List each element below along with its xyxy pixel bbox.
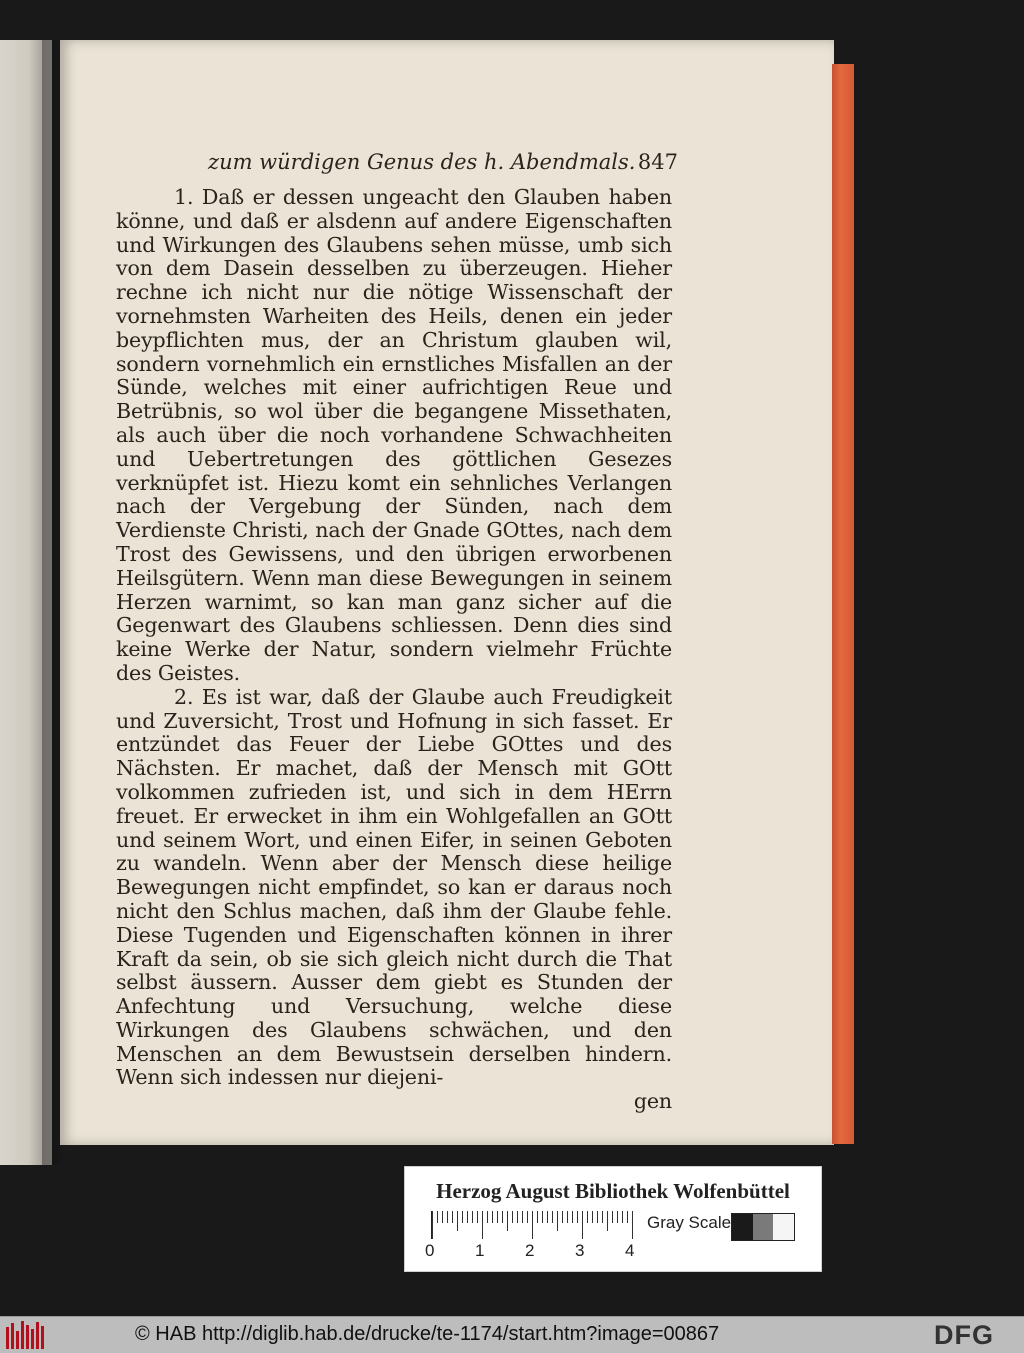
ruler-tick bbox=[452, 1211, 453, 1223]
ruler-tick bbox=[552, 1211, 553, 1223]
ruler-tick bbox=[547, 1211, 548, 1223]
paragraph-1: 1. Daß er dessen ungeacht den Glauben haben könne, und daß er alsdenn auf andere Eigenschaften und Wirkungen des Glaubens sehen müsse, umb sich von dem Dasein desselben zu überzeugen. Hieher rechne ich nicht nur die nötige Wissenschaft der vornehmsten Warheiten des Heils, denen ein jeder beypflichten mus, der an Christum glauben wil, sondern vornehmlich ein ernstliches Misfallen an der Sünde, welches mit einer aufrichtigen Reue und Betrübnis, so wol über die begangene Missethaten, als auch über die noch vorhandene Schwachheiten und Uebertretungen des göttlichen Gesezes verknüpfet ist. Hiezu komt ein sehnliches Verlangen nach der Vergebung der Sünden, nach dem Verdienste Christi, nach der Gnade GOttes, nach dem Trost des Gewissens, und den übrigen erworbenen Heilsgütern. Wenn man diese Bewegungen in seinem Herzen warnimt, so kan man ganz sicher auf die Gegenwart des Glaubens schliessen. Denn dies sind keine Werke der Natur, sondern vielmehr Früchte des Geistes. bbox=[116, 185, 672, 685]
gray-scale-swatches bbox=[731, 1213, 795, 1241]
page-header bbox=[208, 150, 678, 174]
hab-logo-bar bbox=[11, 1323, 14, 1349]
ruler-tick bbox=[587, 1211, 588, 1223]
ruler-tick bbox=[557, 1211, 558, 1231]
ruler-tick bbox=[512, 1211, 513, 1223]
ruler-tick bbox=[437, 1211, 438, 1223]
ruler-tick bbox=[577, 1211, 578, 1223]
ruler-tick bbox=[442, 1211, 443, 1223]
footer-copyright-link[interactable]: © HAB http://diglib.hab.de/drucke/te-1174/start.htm?image=00867 bbox=[135, 1323, 720, 1345]
library-name: Herzog August Bibliothek Wolfenbüttel bbox=[436, 1179, 790, 1203]
page-edge-red bbox=[832, 64, 854, 1144]
running-head: zum würdigen Genus des h. Abendmals. bbox=[208, 150, 636, 174]
ruler-tick bbox=[457, 1211, 458, 1231]
ruler-base bbox=[431, 1211, 632, 1239]
gray-swatch-light bbox=[773, 1214, 794, 1240]
ruler-tick bbox=[517, 1211, 518, 1223]
gray-swatch-mid bbox=[753, 1214, 774, 1240]
ruler-tick bbox=[487, 1211, 488, 1223]
dfg-logo: DFG bbox=[934, 1320, 994, 1350]
ruler-tick bbox=[502, 1211, 503, 1223]
ruler-tick bbox=[447, 1211, 448, 1223]
ruler-tick bbox=[492, 1211, 493, 1223]
ruler-tick bbox=[622, 1211, 623, 1223]
ruler-tick bbox=[542, 1211, 543, 1223]
hab-logo-bar bbox=[21, 1321, 24, 1349]
page-text bbox=[116, 186, 672, 1114]
ruler-tick bbox=[462, 1211, 463, 1223]
ruler-tick bbox=[522, 1211, 523, 1223]
hab-logo-bar bbox=[31, 1329, 34, 1349]
ruler-tick bbox=[627, 1211, 628, 1223]
ruler-label-1: 1 bbox=[475, 1241, 485, 1260]
measure-ruler bbox=[431, 1211, 633, 1239]
gray-scale-label: Gray Scale bbox=[647, 1213, 732, 1232]
ruler-tick bbox=[612, 1211, 613, 1223]
ruler-tick bbox=[592, 1211, 593, 1223]
hab-logo-bar bbox=[26, 1325, 29, 1349]
ruler-tick bbox=[482, 1211, 483, 1239]
ruler-tick bbox=[477, 1211, 478, 1223]
hab-logo-bar bbox=[16, 1331, 19, 1349]
ruler-tick bbox=[617, 1211, 618, 1223]
gray-swatch-dark bbox=[732, 1214, 753, 1240]
ruler-tick bbox=[632, 1211, 633, 1239]
ruler-tick bbox=[497, 1211, 498, 1223]
ruler-tick bbox=[602, 1211, 603, 1223]
page-number: 847 bbox=[637, 150, 678, 174]
paragraph-2: 2. Es ist war, daß der Glaube auch Freudigkeit und Zuversicht, Trost und Hofnung in sich fasset. Er entzündet das Feuer der Liebe GOttes und des Nächsten. Er machet, daß der Mensch mit GOtt volkommen zufrieden ist, und sich in dem HErrn freuet. Er erwecket in ihm ein Wohlgefallen an GOtt und seinem Wort, und einen Eifer, in seinen Geboten zu wandeln. Wenn aber der Mensch diese heilige Bewegungen nicht empfindet, so kan er daraus noch nicht den Schlus machen, daß ihm der Glaube fehle. Diese Tugenden und Eigenschaften können in ihrer Kraft da sein, ob sie sich gleich nicht durch die That selbst äussern. Ausser dem giebt es Stunden der Anfechtung und Versuchung, welche diese Wirkungen des Glaubens schwächen, und den Menschen an dem Bewustsein derselben hindern. Wenn sich indessen nur diejeni- bbox=[116, 684, 672, 1090]
hab-logo-bar bbox=[36, 1322, 39, 1349]
ruler-tick bbox=[597, 1211, 598, 1223]
ruler-tick bbox=[572, 1211, 573, 1223]
ruler-label-4: 4 bbox=[625, 1241, 635, 1260]
color-reference-card bbox=[404, 1166, 822, 1272]
ruler-tick bbox=[607, 1211, 608, 1231]
ruler-tick bbox=[582, 1211, 583, 1239]
hab-logo-bar bbox=[6, 1327, 9, 1349]
ruler-tick bbox=[432, 1211, 433, 1239]
ruler-tick bbox=[532, 1211, 533, 1239]
ruler-tick bbox=[467, 1211, 468, 1223]
ruler-tick bbox=[507, 1211, 508, 1231]
ruler-tick bbox=[537, 1211, 538, 1223]
ruler-tick bbox=[567, 1211, 568, 1223]
ruler-tick bbox=[472, 1211, 473, 1223]
ruler-tick bbox=[562, 1211, 563, 1223]
hab-logo-bar bbox=[41, 1326, 44, 1349]
ruler-tick bbox=[527, 1211, 528, 1223]
footer-bar bbox=[0, 1316, 1024, 1353]
ruler-label-3: 3 bbox=[575, 1241, 585, 1260]
hab-logo-icon bbox=[6, 1321, 52, 1349]
ruler-label-0: 0 bbox=[425, 1241, 435, 1260]
ruler-labels bbox=[425, 1241, 645, 1263]
catchword: gen bbox=[633, 1089, 672, 1114]
ruler-label-2: 2 bbox=[525, 1241, 535, 1260]
